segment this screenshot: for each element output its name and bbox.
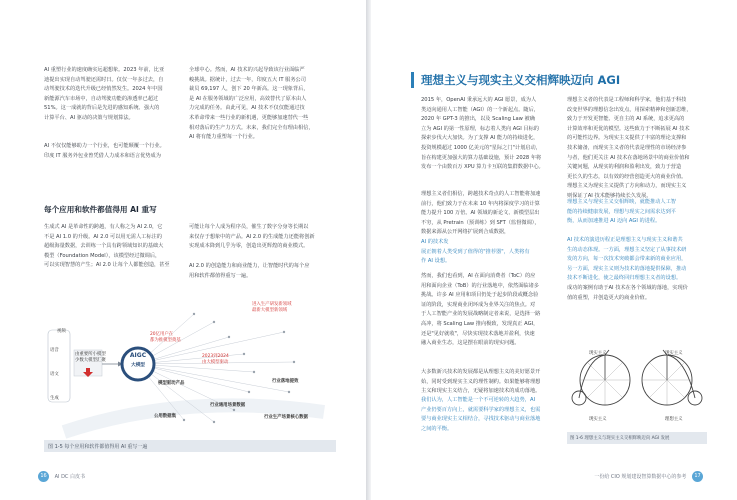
figure-1-5-caption: 图 1-5 每个应用和软件都值得用 AI 重写一遍 <box>48 444 148 450</box>
right-page <box>371 0 737 500</box>
right-col1-highlight-2: 我们认为，人工智能是一个不可逆转的大趋势，AI 产业仍要百方向上，就需要科学家的理想主义，也需 要与商业现实主义相结合，寻找技术驱动与商业落地 之间的平衡。 <box>421 397 541 432</box>
left-page <box>0 0 366 500</box>
left-page-number: 16 <box>38 471 49 482</box>
right-col2-para1: 理想主义者的代表是工程师和科学家，他们基于科技 改变世界的理想信念出发点，用探索精神和创新思维， 致力于开发更智能、更自主的 AI 系统，追求更高的 计算效率和更优的模型。这些致力于不断拓展 AI 技术 的可能性边界。为现实主义提供了丰富的理论支撑和 技术储备，而现实主义者的代表是理性的市场经济参 与者，他们更关注 AI 技术在落地场景中的商业价值和 关键问题，从现实的利润和盈利出发，致力于营造 更长久的生态，以有效的经营创造更大的商业价值。 理想主义为现实主义提供了方向和动力，而现实主义 则保证了AI 技术能够持续长久发展。 <box>567 97 692 199</box>
left-col1-para1: AI 重塑行业的速度确实远超想象。2023 年前，比亚 迪提出实现自动驾驶还需时日。仅仅一年多过去，自 动驾驶技术的迭代升级已经悄然发生。2024 年中国 新能源汽车市场中，自动驾驶功能的渗透率已超过 51%。这一成就的背后是先进的感知系统、强大的 计算平台、AI 驱动的决策与规划算法。 <box>44 67 165 121</box>
fig5-label-left-3: 生成 <box>50 396 59 401</box>
fig5-label-left-0: 视频 <box>57 329 66 334</box>
fig5-branch-3: 行业通用场景数据 <box>210 403 246 408</box>
right-footer <box>594 471 703 482</box>
figure-1-5-graphic <box>44 292 334 450</box>
left-col1-para3: 生成式 AI 是革命性的跨越，有人称之为 AI 2.0，它 不是 AI 1.0 的升级。AI 2.0 可以用无需人工标注的 超级海量数据，去训练一个具有跨领域知识的基础大 模型（Foundation Model），该模型经过微调后， 可以实现智慧的产生；AI 2.0 让每个人都能创造，甚至 <box>44 224 170 269</box>
figure-1-6-caption: 图 1-6 理想主义与现实主义交相辉映迈向 AGI 发展 <box>570 436 670 441</box>
fig5-branch-4: 公用数据集 <box>154 414 176 419</box>
fig5-red-label-mid: 2023到2024 由大模型驱动 <box>202 354 229 365</box>
fig6-label-left-bottom: 现实主义 <box>589 417 607 422</box>
right-col2-highlight-1: 理想主义与现实主义交相辉映，就能推动人工智 能的持续健康发展，理想与现实之间需求达到平 衡，从而加速推进 AI 迈向 AGI 的进程。 <box>567 199 676 225</box>
right-col1-highlight-1: AI 的技术发 展正朝着人类受到了值得的"推荐器"，人类将有 作 AI 设想。 <box>421 239 530 265</box>
fig5-red-label-left: 20亿用户在 都为推模型奠基 <box>150 332 181 343</box>
fig6-label-right-top: 现实主义 <box>665 351 683 356</box>
section-heading: 每个应用和软件都值得用 AI 重写 <box>44 205 157 214</box>
left-col2-para3: AI 2.0 的创造能力和商业能力，让智能时代的每个应 用和软件都值得重写一遍。 <box>189 263 310 279</box>
fig6-label-left-top: 现实主义 <box>589 351 607 356</box>
fig5-label-left-2: 语文 <box>50 372 59 377</box>
right-page-number: 17 <box>692 471 703 482</box>
figure-1-5 <box>44 292 334 450</box>
fig5-center-title: AIGC <box>129 352 147 359</box>
right-col1-para4: 大多数新兴技术的发展都是从理想主义的美好愿景开 始，同时受到现实主义的理性制约。如果能够将理想 主义和现实主义结合，无疑将加速技术的成功落地。 <box>421 369 541 395</box>
figure-1-6 <box>567 310 707 425</box>
left-col2-para1: 全球中心。然而，AI 技术的兴起导致该行业面临严 峻挑战。据统计，过去一年，印度五大 IT 服务公司 裁员 69,197 人，创下 20 年新高。这一现象背后， 是 AI 在服务领域的广泛应用，高效替代了原本由人 力完成的任务。由此可见，AI 技术不仅仅能通过技 术革命带来一些行业的新机遇，更能够加速替代一些 相对落后的生产力方式。未来，我们完全有理由相信， AI 将有能力重塑每一个行业。 <box>189 67 314 141</box>
fig5-branch-5: 行业生产场景核心数据 <box>264 415 308 420</box>
fig6-label-right-bottom: 理想主义 <box>665 417 683 422</box>
right-col1-para3: 然而，我们也看到，AI 在面向消费者（ToC）的应 用和面向企业（ToB）的行业落地中，依然面临诸多 挑战。许多 AI 应用和项目仍处于起步阶段或概念验 证的阶段，实现商业闭环成为业界关注的焦点。对 于人工智能产业的发展战略制定者来说，是选择一路 高冲，将 Scaling Law 推向极致，发现真正 AGI， 还是"见好就收"，尽快实现技术落地并盈利，快速 融入商业生态，这是摆在眼前的现实问题。 <box>421 273 541 347</box>
right-footer-label: 一份给 CIO 规划建设智算数据中心的参考 <box>594 474 687 480</box>
left-col1-para2: AI 不仅仅能够助力一个行业，也可能颠覆一个行业。 印度 IT 服务外包业曾凭借人力成本和语言优势成为 <box>44 143 165 159</box>
right-col1-para2: 理想主义者们相信，跨越技术奇点的人工智能将加速 前行，他们致力于在未来 10 年内将深度学习的计算 能力提升 100 万倍。AI 领域的新论文、新模型层出 不穷，从 Pretrain（预训练）到 SFT（监督微调）， 数据来源从公开网络扩展到合成数据， <box>421 191 541 236</box>
right-col2-highlight-2: AI 技术的演进历程正是理想主义与现实主义和谐共 生的动态体现。一方面，理想主义坚定了从事技术研 发的方向，每一次技术突破都会带来新的商业应用， 另一方面，现实主义则为技术的落地提供保障，推动 技术不断进化，使之最终回归理想主义者的设想。 <box>567 237 687 282</box>
fig5-left-box: 由重要所小模型 少数大模型汇聚 <box>75 352 106 363</box>
fig5-center-sub: 大模型 <box>131 363 145 368</box>
left-col2-para2: 可能让每个人成为程序员，催生了数字分身等长期以 来仅存于想象中的产品。AI 2.0 的生成能力还能将创新 实现成本降到几乎为零，创造出更辉煌的商业模式。 <box>189 224 315 250</box>
right-col2-para3: 成功的案例有助于AI 技术在各个领域的落地，实现价 值的重塑，并创造更大的商业价值。 <box>567 285 688 301</box>
left-footer-label: AI DC 白皮书 <box>54 474 86 480</box>
title-accent-bar <box>411 72 414 88</box>
right-page-title: 理想主义与现实主义交相辉映迈向 AGI <box>421 73 621 87</box>
left-footer <box>38 471 85 482</box>
fig5-red-label-top: 进入生产研发新领域 最新大模型新领域 <box>252 302 292 313</box>
fig5-label-left-1: 语音 <box>50 348 59 353</box>
fig5-branch-2: 行业落地提效 <box>272 379 299 384</box>
right-col1-para1: 2015 年，OpenAI 秉承远大的 AGI 愿景，成为人 类迈向通用人工智能（AGI）的一个新起点。随后， 2020 年 GPT-3 的推出，以及 Scaling Law 被确 立为 AGI 的第一性原理，标志着人类向 AGI 目标的 探索步伐大大加快。为了支撑 AI 能力的持续进化， 投资规模超过 1000 亿美元的"星际之门"计划启动， 旨在构建更加强大的算力基础设施，预计 2028 年将 发布一个由数百万 XPU 算力卡互联的集群数据中心。 <box>421 97 544 171</box>
bicycles-illustration <box>567 310 707 425</box>
fig5-branch-1: 模型驱动产品 <box>158 381 185 386</box>
